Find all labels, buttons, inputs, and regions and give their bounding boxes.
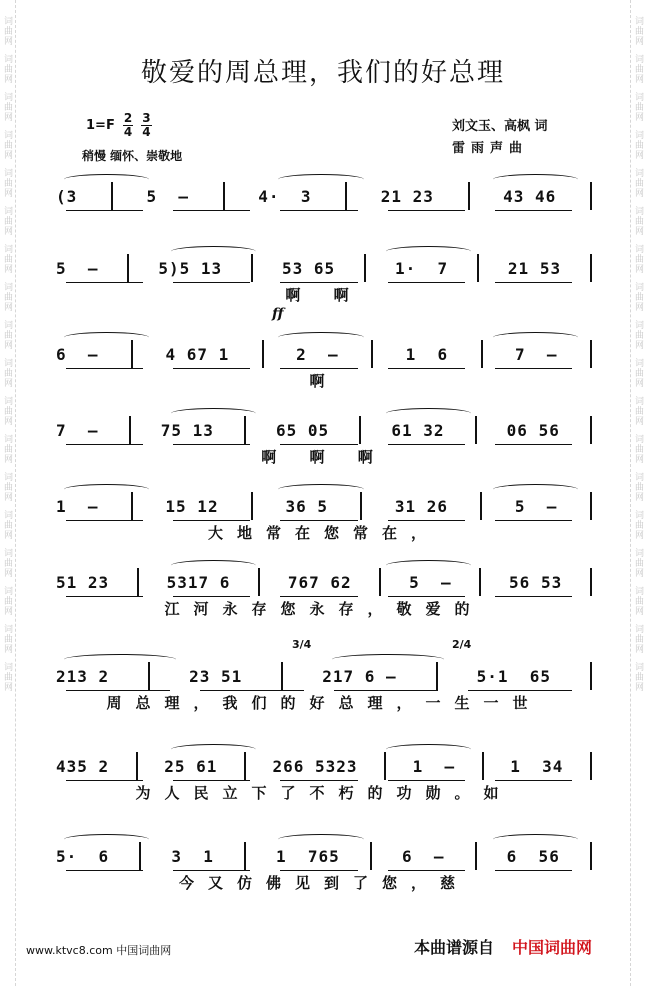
beam-underline	[173, 368, 250, 369]
time-signature-2: $\frac{3}{4}$	[142, 111, 151, 139]
right-watermark-strip: 词曲网 词曲网 词曲网 词曲网 词曲网 词曲网 词曲网 词曲网 词曲网 词曲网 词曲网 词曲网 词曲网 词曲网 词曲网 词曲网 词曲网 词曲网	[630, 0, 646, 986]
measure: 5· 6	[56, 846, 110, 866]
slur-mark	[386, 560, 471, 571]
barline	[475, 842, 477, 870]
measure: 6 —	[401, 846, 445, 866]
score-row	[56, 548, 592, 618]
slur-mark	[171, 744, 256, 755]
barline	[359, 416, 361, 444]
lyrics-line: 啊	[309, 372, 339, 390]
measure: 4· 3	[258, 186, 312, 206]
measure: 5)5 13	[158, 258, 223, 278]
time-signature-1: $\frac{2}{4}$	[123, 111, 133, 139]
slur-mark	[278, 174, 363, 185]
lyricist-credit: 刘文玉、高枫 词	[452, 119, 548, 134]
lyrics-line: 啊 啊	[285, 286, 363, 304]
time-change-marker: 2/4	[452, 638, 472, 651]
barline	[384, 752, 386, 780]
measure: (3	[56, 186, 78, 206]
notes-line	[56, 494, 592, 518]
lyrics-line: 大地常在您常在，	[207, 524, 440, 542]
beam-underline	[388, 870, 465, 871]
barline	[251, 254, 253, 282]
measure: 21 53	[507, 258, 562, 278]
notes-line	[56, 570, 592, 594]
beam-underline	[173, 520, 250, 521]
measure: 36 5	[285, 496, 328, 516]
barline	[262, 340, 264, 368]
lyrics-line: 为人民立下了不朽的功勋。如	[135, 784, 513, 802]
beam-underline	[280, 596, 357, 597]
slur-mark	[171, 560, 256, 571]
score-row	[56, 732, 592, 802]
barline	[590, 568, 592, 596]
footer-source-credit: 本曲谱源自 中国词曲网	[414, 938, 593, 957]
barline	[148, 662, 150, 690]
slur-mark	[278, 484, 363, 495]
notes-line	[56, 754, 592, 778]
measure: 2 —	[296, 344, 339, 364]
barline	[129, 416, 131, 444]
beam-underline	[66, 690, 170, 691]
slur-mark	[64, 174, 149, 185]
score-row	[56, 822, 592, 892]
key-and-time	[86, 112, 152, 139]
beam-underline	[280, 282, 357, 283]
barline	[379, 568, 381, 596]
beam-underline	[66, 210, 143, 211]
dynamic-marking: ff	[272, 306, 284, 322]
beam-underline	[66, 282, 143, 283]
slur-mark	[278, 332, 363, 343]
barline	[345, 182, 347, 210]
barline	[590, 492, 592, 520]
slur-mark	[493, 332, 578, 343]
beam-underline	[66, 520, 143, 521]
measure: 51 23	[56, 572, 110, 592]
beam-underline	[334, 690, 438, 691]
measure: 4 67 1	[165, 344, 230, 364]
beam-underline	[388, 780, 465, 781]
measure: 56 53	[509, 572, 563, 592]
barline	[364, 254, 366, 282]
barline	[281, 662, 283, 690]
barline	[590, 752, 592, 780]
measure: 1 —	[56, 496, 99, 516]
notes-line	[56, 184, 592, 208]
measure: 5317 6	[166, 572, 231, 592]
slur-mark	[64, 484, 149, 495]
beam-underline	[388, 282, 465, 283]
barline	[590, 182, 592, 210]
measure: 1 —	[412, 756, 456, 776]
beam-underline	[495, 444, 572, 445]
barline	[223, 182, 225, 210]
measure: 25 61	[164, 756, 218, 776]
beam-underline	[280, 210, 357, 211]
barline	[111, 182, 113, 210]
slur-mark	[171, 246, 256, 257]
barline	[468, 182, 470, 210]
song-title: 敬爱的周总理，我们的好总理	[140, 58, 505, 88]
beam-underline	[173, 444, 250, 445]
tempo-marking: 稍慢 缅怀、崇敬地	[82, 149, 183, 163]
measure: 213 2	[56, 666, 110, 686]
measure: 6 56	[506, 846, 560, 866]
measure: 1 6	[405, 344, 449, 364]
barline	[475, 416, 477, 444]
barline	[137, 568, 139, 596]
slur-mark	[493, 834, 578, 845]
measure: 23 51	[189, 666, 243, 686]
barline	[258, 568, 260, 596]
measure: 61 32	[391, 420, 445, 440]
barline	[590, 842, 592, 870]
measure: 5 —	[56, 258, 99, 278]
measure: 75 13	[160, 420, 214, 440]
measure: 1 34	[510, 756, 564, 776]
score-row	[56, 234, 592, 304]
lyrics-line: 周总理，我们的好总理，一生一世	[106, 694, 542, 712]
left-watermark-strip: 词曲网 词曲网 词曲网 词曲网 词曲网 词曲网 词曲网 词曲网 词曲网 词曲网 词曲网 词曲网 词曲网 词曲网 词曲网 词曲网 词曲网 词曲网	[0, 0, 16, 986]
beam-underline	[66, 870, 143, 871]
barline	[371, 340, 373, 368]
measure: 6 —	[56, 344, 99, 364]
score-row	[56, 162, 592, 232]
barline	[436, 662, 438, 690]
slur-mark	[332, 654, 444, 665]
slur-mark	[386, 408, 471, 419]
lyrics-line: 今又仿佛见到了您，慈	[178, 874, 469, 892]
beam-underline	[495, 282, 572, 283]
barline	[131, 340, 133, 368]
beam-underline	[280, 520, 357, 521]
beam-underline	[495, 780, 572, 781]
beam-underline	[280, 368, 357, 369]
beam-underline	[495, 870, 572, 871]
measure: 1 765	[276, 846, 340, 866]
measure: 1· 7	[394, 258, 449, 278]
measure: 7 —	[515, 344, 558, 364]
beam-underline	[66, 368, 143, 369]
measure: 5 —	[146, 186, 190, 206]
beam-underline	[468, 690, 572, 691]
barline	[139, 842, 141, 870]
beam-underline	[388, 210, 465, 211]
measure: 767 62	[287, 572, 352, 592]
slur-mark	[493, 484, 578, 495]
beam-underline	[388, 520, 465, 521]
slur-mark	[171, 408, 256, 419]
beam-underline	[173, 282, 250, 283]
measure: 5·1 65	[476, 666, 552, 686]
measure: 435 2	[56, 756, 110, 776]
beam-underline	[173, 870, 250, 871]
barline	[479, 568, 481, 596]
beam-underline	[66, 444, 143, 445]
measure: 15 12	[165, 496, 219, 516]
beam-underline	[495, 368, 572, 369]
barline	[480, 492, 482, 520]
beam-underline	[173, 210, 250, 211]
barline	[370, 842, 372, 870]
barline	[131, 492, 133, 520]
measure: 5 —	[514, 496, 558, 516]
score-row	[56, 320, 592, 390]
measure: 43 46	[503, 186, 557, 206]
slur-mark	[386, 246, 471, 257]
slur-mark	[64, 834, 149, 845]
notes-line	[56, 342, 592, 366]
measure: 217 6 —	[322, 666, 397, 686]
barline	[590, 416, 592, 444]
barline	[127, 254, 129, 282]
barline	[136, 752, 138, 780]
barline	[360, 492, 362, 520]
composer-credit: 雷雨声曲	[452, 141, 529, 156]
score-row	[56, 472, 592, 542]
slur-mark	[493, 174, 578, 185]
barline	[477, 254, 479, 282]
slur-mark	[278, 834, 363, 845]
barline	[481, 340, 483, 368]
barline	[482, 752, 484, 780]
measure: 53 65	[281, 258, 336, 278]
measure: 266 5323	[272, 756, 358, 776]
beam-underline	[495, 520, 572, 521]
slur-mark	[64, 332, 149, 343]
beam-underline	[173, 780, 250, 781]
score-row	[56, 396, 592, 466]
barline	[590, 662, 592, 690]
notes-line	[56, 844, 592, 868]
measure: 3 1	[171, 846, 214, 866]
slur-mark	[64, 654, 176, 665]
measure: 65 05	[276, 420, 330, 440]
beam-underline	[66, 780, 143, 781]
time-change-marker: 3/4	[292, 638, 312, 651]
barline	[590, 254, 592, 282]
measure: 7 —	[56, 420, 99, 440]
notes-line	[56, 256, 592, 280]
beam-underline	[200, 690, 304, 691]
barline	[244, 416, 246, 444]
beam-underline	[280, 444, 357, 445]
beam-underline	[280, 780, 357, 781]
notes-line	[56, 418, 592, 442]
barline	[244, 752, 246, 780]
measure: 21 23	[380, 186, 434, 206]
brand-logo-text[interactable]: 中国词曲网	[512, 938, 593, 957]
measure: 06 56	[506, 420, 560, 440]
beam-underline	[388, 596, 465, 597]
key-signature: 1=F	[86, 118, 115, 133]
barline	[251, 492, 253, 520]
lyrics-line: 啊 啊 啊	[261, 448, 387, 466]
barline	[590, 340, 592, 368]
beam-underline	[495, 596, 572, 597]
score-row	[56, 642, 592, 712]
notes-line	[56, 664, 592, 688]
measure: 31 26	[394, 496, 449, 516]
barline	[244, 842, 246, 870]
measure: 5 —	[409, 572, 452, 592]
beam-underline	[388, 368, 465, 369]
beam-underline	[495, 210, 572, 211]
beam-underline	[388, 444, 465, 445]
beam-underline	[66, 596, 143, 597]
beam-underline	[173, 596, 250, 597]
footer-site-url[interactable]: www.ktvc8.com 中国词曲网	[26, 944, 172, 957]
lyrics-line: 江河永存您永存，敬爱的	[164, 600, 484, 618]
beam-underline	[280, 870, 357, 871]
slur-mark	[386, 744, 471, 755]
